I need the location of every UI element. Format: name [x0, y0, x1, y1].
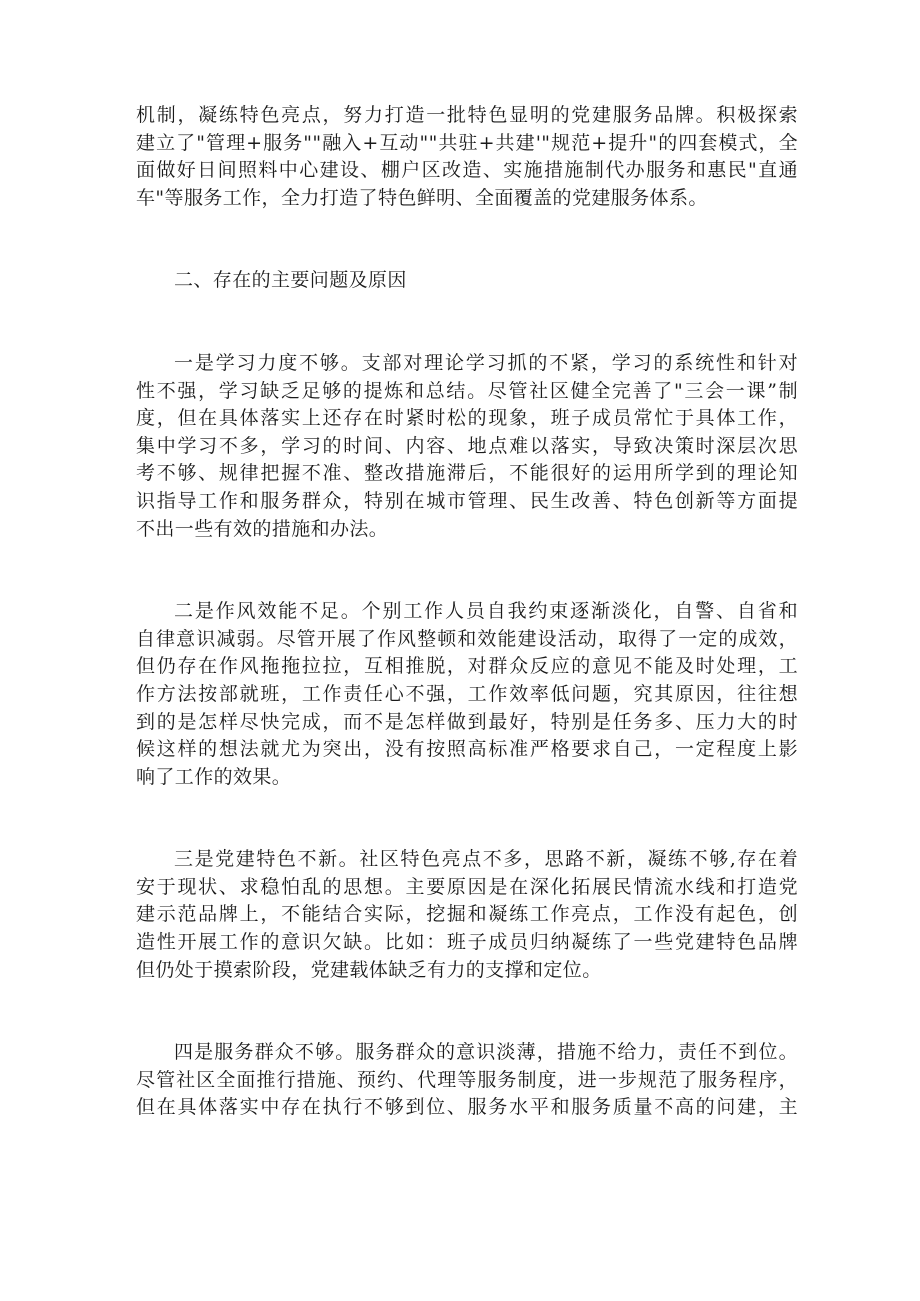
text-line: 不出一些有效的措施和办法。 — [136, 517, 389, 540]
text-line: 面做好日间照料中心建设、棚户区改造、实施措施制代办服务和惠民"直通 — [136, 159, 798, 182]
text-line: 一是学习力度不够。支部对理论学习抓的不紧，学习的系统性和针对 — [174, 351, 798, 374]
text-line: 到的是怎样尽快完成，而不是怎样做到最好，特别是任务多、压力大的时 — [136, 710, 798, 733]
section-heading-text: 二、存在的主要问题及原因 — [174, 269, 407, 292]
text-line: 作方法按部就班，工作责任心不强，工作效率低问题，究其原因，往往想 — [136, 682, 798, 705]
text-line: 响了工作的效果。 — [136, 765, 292, 788]
text-line: 造性开展工作的意识欠缺。比如：班子成员归纳凝练了一些党建特色品牌 — [136, 931, 798, 954]
text-line: 考不够、规律把握不准、整改措施滞后，不能很好的运用所学到的理论知 — [136, 462, 798, 485]
text-line: 三是党建特色不新。社区特色亮点不多，思路不新，凝练不够,存在着 — [174, 848, 798, 871]
section-heading — [136, 267, 798, 295]
text-line: 尽管社区全面推行措施、预约、代理等服务制度，进一步规范了服务程序， — [136, 1068, 798, 1091]
text-line: 集中学习不多，学习的时间、内容、地点难以落实，导致决策时深层次思 — [136, 434, 798, 457]
text-line: 度，但在具体落实上还存在时紧时松的现象，班子成员常忙于具体工作， — [136, 407, 798, 430]
paragraph-party-features — [136, 846, 798, 984]
text-line: 四是服务群众不够。服务群众的意识淡薄，措施不给力，责任不到位。 — [174, 1041, 798, 1064]
paragraph-service-brand — [136, 102, 798, 212]
document-page — [136, 102, 798, 1122]
text-line: 安于现状、求稳怕乱的思想。主要原因是在深化拓展民情流水线和打造党 — [136, 875, 798, 898]
text-line: 识指导工作和服务群众，特别在城市管理、民生改善、特色创新等方面提 — [136, 489, 798, 512]
text-line: 但仍存在作风拖拖拉拉，互相推脱，对群众反应的意见不能及时处理，工 — [136, 655, 798, 678]
text-line: 建立了"管理+服务""融入+互动""共驻+共建'"规范+提升"的四套模式，全 — [136, 131, 798, 154]
text-line: 建示范品牌上，不能结合实际，挖掘和凝练工作亮点，工作没有起色，创 — [136, 903, 798, 926]
text-line: 车"等服务工作，全力打造了特色鲜明、全面覆盖的党建服务体系。 — [136, 186, 708, 209]
paragraph-learning — [136, 350, 798, 543]
text-line: 机制，凝练特色亮点，努力打造一批特色显明的党建服务品牌。积极探索 — [136, 104, 798, 126]
paragraph-work-style — [136, 598, 798, 791]
text-line: 二是作风效能不足。个别工作人员自我约束逐渐淡化，自警、自省和 — [174, 600, 798, 623]
paragraph-serving-public — [136, 1039, 798, 1122]
text-line: 但在具体落实中存在执行不够到位、服务水平和服务质量不高的问建，主 — [136, 1096, 798, 1119]
text-line: 候这样的想法就尤为突出，没有按照高标准严格要求自己，一定程度上影 — [136, 738, 798, 761]
text-line: 自律意识减弱。尽管开展了作风整顿和效能建设活动，取得了一定的成效， — [136, 627, 798, 650]
text-line: 性不强，学习缺乏足够的提炼和总结。尽管社区健全完善了"三会一课”制 — [136, 379, 798, 402]
text-line: 但仍处于摸索阶段，党建载体缺乏有力的支撑和定位。 — [136, 958, 602, 981]
